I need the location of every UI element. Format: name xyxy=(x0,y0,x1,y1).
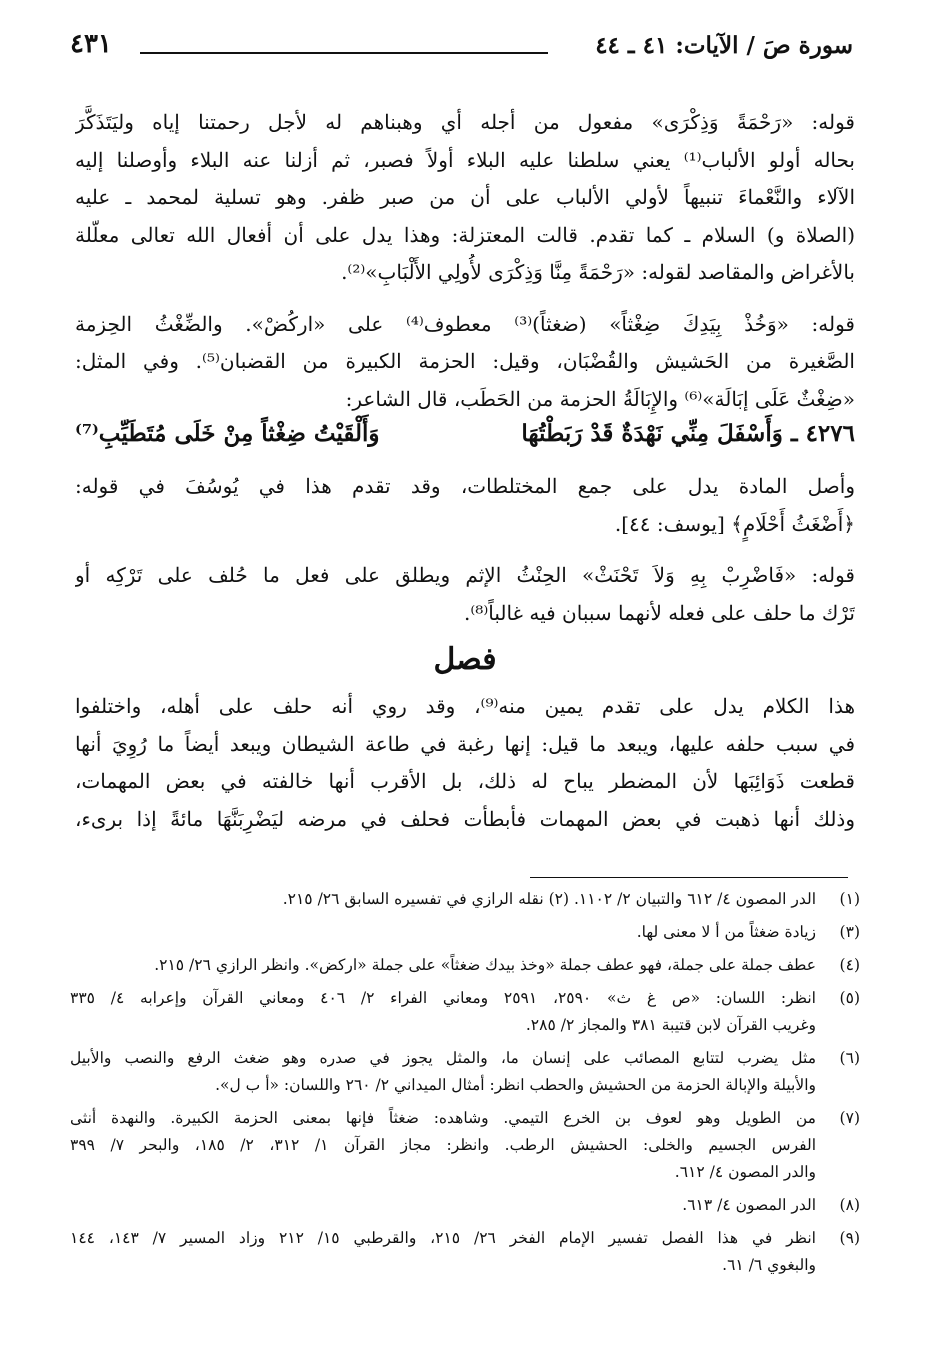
page-header xyxy=(70,30,853,66)
paragraph-4 xyxy=(75,557,855,632)
paragraph-1 xyxy=(75,104,855,292)
text-line: وأصل المادة يدل على جمع المختلطات، وقد تقدم هذا في يُوسُفَ في قوله: xyxy=(75,474,855,498)
footnote-number: (١) xyxy=(839,890,860,908)
text-line: قطعت ذَوَائِبَها لأن المضطر يباح له ذلك، بل الأقرب أنها خالفته في بعض المهمات، xyxy=(75,769,855,793)
footnote-line: الفرس الجسيم والخلى: الحشيش الرطب. وانظر: مجاز القرآن ١/ ٣١٢، ٢/ ١٨٥، والبحر ٧/ ٣٩٩ xyxy=(70,1136,816,1154)
text-line: قوله: «فَاضْرِبْ بِهِ وَلاَ تَحْنَثْ» الحِنْثُ الإثم ويطلق على فعل ما حُلف على تَرْكِه أو xyxy=(75,563,855,587)
footnote-line: مثل يضرب لتتابع المصائب على إنسان ما، والمثل يجوز في صدره وهو ضغث الرفع والنصب والأبيل xyxy=(70,1049,816,1067)
text-line: هذا الكلام يدل على تقدم يمين منه⁽⁹⁾، وقد روي أنه حلف على أهله، واختلفوا xyxy=(75,694,855,718)
footnote-line: زيادة ضغثاً من أ لا معنى لها. xyxy=(636,923,816,941)
poem-first-hemistich: ٤٢٧٦ ـ وَأَسْفَلَ مِنِّي نَهْدَةٌ قَدْ رَبَطْتُهَا xyxy=(521,420,855,447)
page-number: ٤٣١ xyxy=(70,29,112,59)
main-text xyxy=(75,104,855,838)
running-title: سورة صَ / الآيات: ٤١ ـ ٤٤ xyxy=(595,32,853,59)
footnote-line: انظر في هذا الفصل تفسير الإمام الفخر ٢٦/ ٢١٥، والقرطبي ١٥/ ٢١٢ وزاد المسير ٧/ ١٤٣، ١٤٤ xyxy=(70,1229,816,1247)
paragraph-5 xyxy=(75,688,855,838)
text-line: قوله: «وَخُذْ بِيَدِكَ ضِغْثاً» (ضغثاً)⁽³⁾ معطوف⁽⁴⁾ على «اركُضْ». والضِّغْثُ الحِزمة xyxy=(75,311,855,336)
footnote xyxy=(70,1192,860,1219)
footnote-line: عطف جملة على جملة، فهو عطف جملة «وخذ بيدك ضغثاً» على جملة «اركض». وانظر الرازي ٢٦/ ٢١٥. xyxy=(154,956,816,974)
section-title: فصل xyxy=(433,642,497,677)
footnote-line: انظر: اللسان: «ص غ ث» ٢٥٩٠، ٢٥٩١ ومعاني الفراء ٢/ ٤٠٦ ومعاني القرآن وإعرابه ٤/ ٣٣٥ xyxy=(70,989,816,1007)
text-line: الصَّغيرة من الحَشيش والقُضْبَان، وقيل: الحزمة الكبيرة من القضبان⁽⁵⁾. وفي المثل: xyxy=(75,349,855,373)
footnote xyxy=(70,919,860,946)
footnote-line: والدر المصون ٤/ ٦١٢. xyxy=(674,1163,816,1181)
footnote xyxy=(70,985,860,1039)
text-line: ﴿أَضْغَثُ أَحْلَامٍ﴾ [يوسف: ٤٤]. xyxy=(614,511,855,536)
text-line: وذلك أنها ذهبت في بعض المهمات فأبطأت فحلف في مرضه ليَضْرِبَنَّهَا مائةً إذا برىء، xyxy=(75,806,855,831)
footnote xyxy=(70,1225,860,1279)
footnote-number: (٧) xyxy=(839,1109,860,1127)
footnote-number: (٩) xyxy=(839,1229,860,1247)
footnote-number: (٥) xyxy=(839,989,860,1007)
poem-second-hemistich: وَأَلْقَيْتُ ضِغْثاً مِنْ خَلَى مُتَطَيِّبِ⁽⁷⁾ xyxy=(75,420,380,447)
paragraph-3 xyxy=(75,468,855,543)
footnote-number: (٣) xyxy=(839,923,860,941)
text-line: (الصلاة و) السلام ـ كما تقدم. قالت المعتزلة: وهذا يدل على أن أفعال الله تعالى معلّلة xyxy=(75,222,855,247)
text-line: في سبب حلفه عليها، ويبعد ما قيل: إنها رغبة في طاعة الشيطان ويبعد أيضاً ما رُوِيَ أنها xyxy=(75,731,855,756)
footnote-number: (٦) xyxy=(839,1049,860,1067)
footnotes xyxy=(70,886,860,1279)
poem-verse xyxy=(75,414,855,454)
paragraph-2 xyxy=(75,306,855,419)
footnote-number: (٤) xyxy=(839,956,860,974)
text-line: قوله: «رَحْمَةً وَذِكْرَى» مفعول من أجله أي وهبناهم له لأجل رحمتنا إياه وليَتَذَكَّرَ xyxy=(75,110,855,134)
text-line: الآلاء والنَّعْماءَ تنبيهاً لأولي الألباب على أن من صبر ظفر. وهو تسلية لمحمد ـ عليه xyxy=(75,185,855,209)
footnote xyxy=(70,1105,860,1186)
footnote xyxy=(70,952,860,979)
footnote-line: والبغوي ٦/ ٦١. xyxy=(722,1256,816,1274)
footnote-line: من الطويل وهو لعوف بن الخرع التيمي. وشاهده: ضغثاً فإنها بمعنى الحزمة الكبيرة. والنهدة أنثى xyxy=(70,1109,816,1127)
footnote-separator xyxy=(530,877,848,878)
text-line: «ضِغْثٌ عَلَى إبَالَة»⁽⁶⁾ والإِبَالَةُ الحزمة من الحَطَب، قال الشاعر: xyxy=(345,386,855,411)
footnote-line: وغريب القرآن لابن قتيبة ٣٨١ والمجاز ٢/ ٢٨٥. xyxy=(525,1016,816,1034)
text-line: بحاله أولو الألباب⁽¹⁾ يعني سلطنا عليه البلاء أولاً فصبر، ثم أزلنا عنه البلاء وأوصلنا إليه xyxy=(75,147,855,172)
footnote-line: والأبيلة والإبالة الحزمة من الحشيش والحطب انظر: أمثال الميداني ٢/ ٢٦٠ واللسان: «أ ب ل». xyxy=(215,1076,816,1094)
header-rule xyxy=(140,52,548,54)
text-line: تَرْك ما حلف على فعله لأنهما سببان فيه غالباً⁽⁸⁾. xyxy=(464,600,855,625)
footnote-line: الدر المصون ٤/ ٦١٢ والتبيان ٢/ ١١٠٢. (٢) نقله الرازي في تفسيره السابق ٢٦/ ٢١٥. xyxy=(282,890,816,908)
text-line: بالأغراض والمقاصد لقوله: «رَحْمَةً مِنَّا وَذِكْرَى لأُولِي الأَلْبَابِ»⁽²⁾. xyxy=(341,260,855,284)
footnote-number: (٨) xyxy=(839,1196,860,1214)
footnote xyxy=(70,886,860,913)
footnote xyxy=(70,1045,860,1099)
footnote-line: الدر المصون ٤/ ٦١٣. xyxy=(682,1196,816,1214)
